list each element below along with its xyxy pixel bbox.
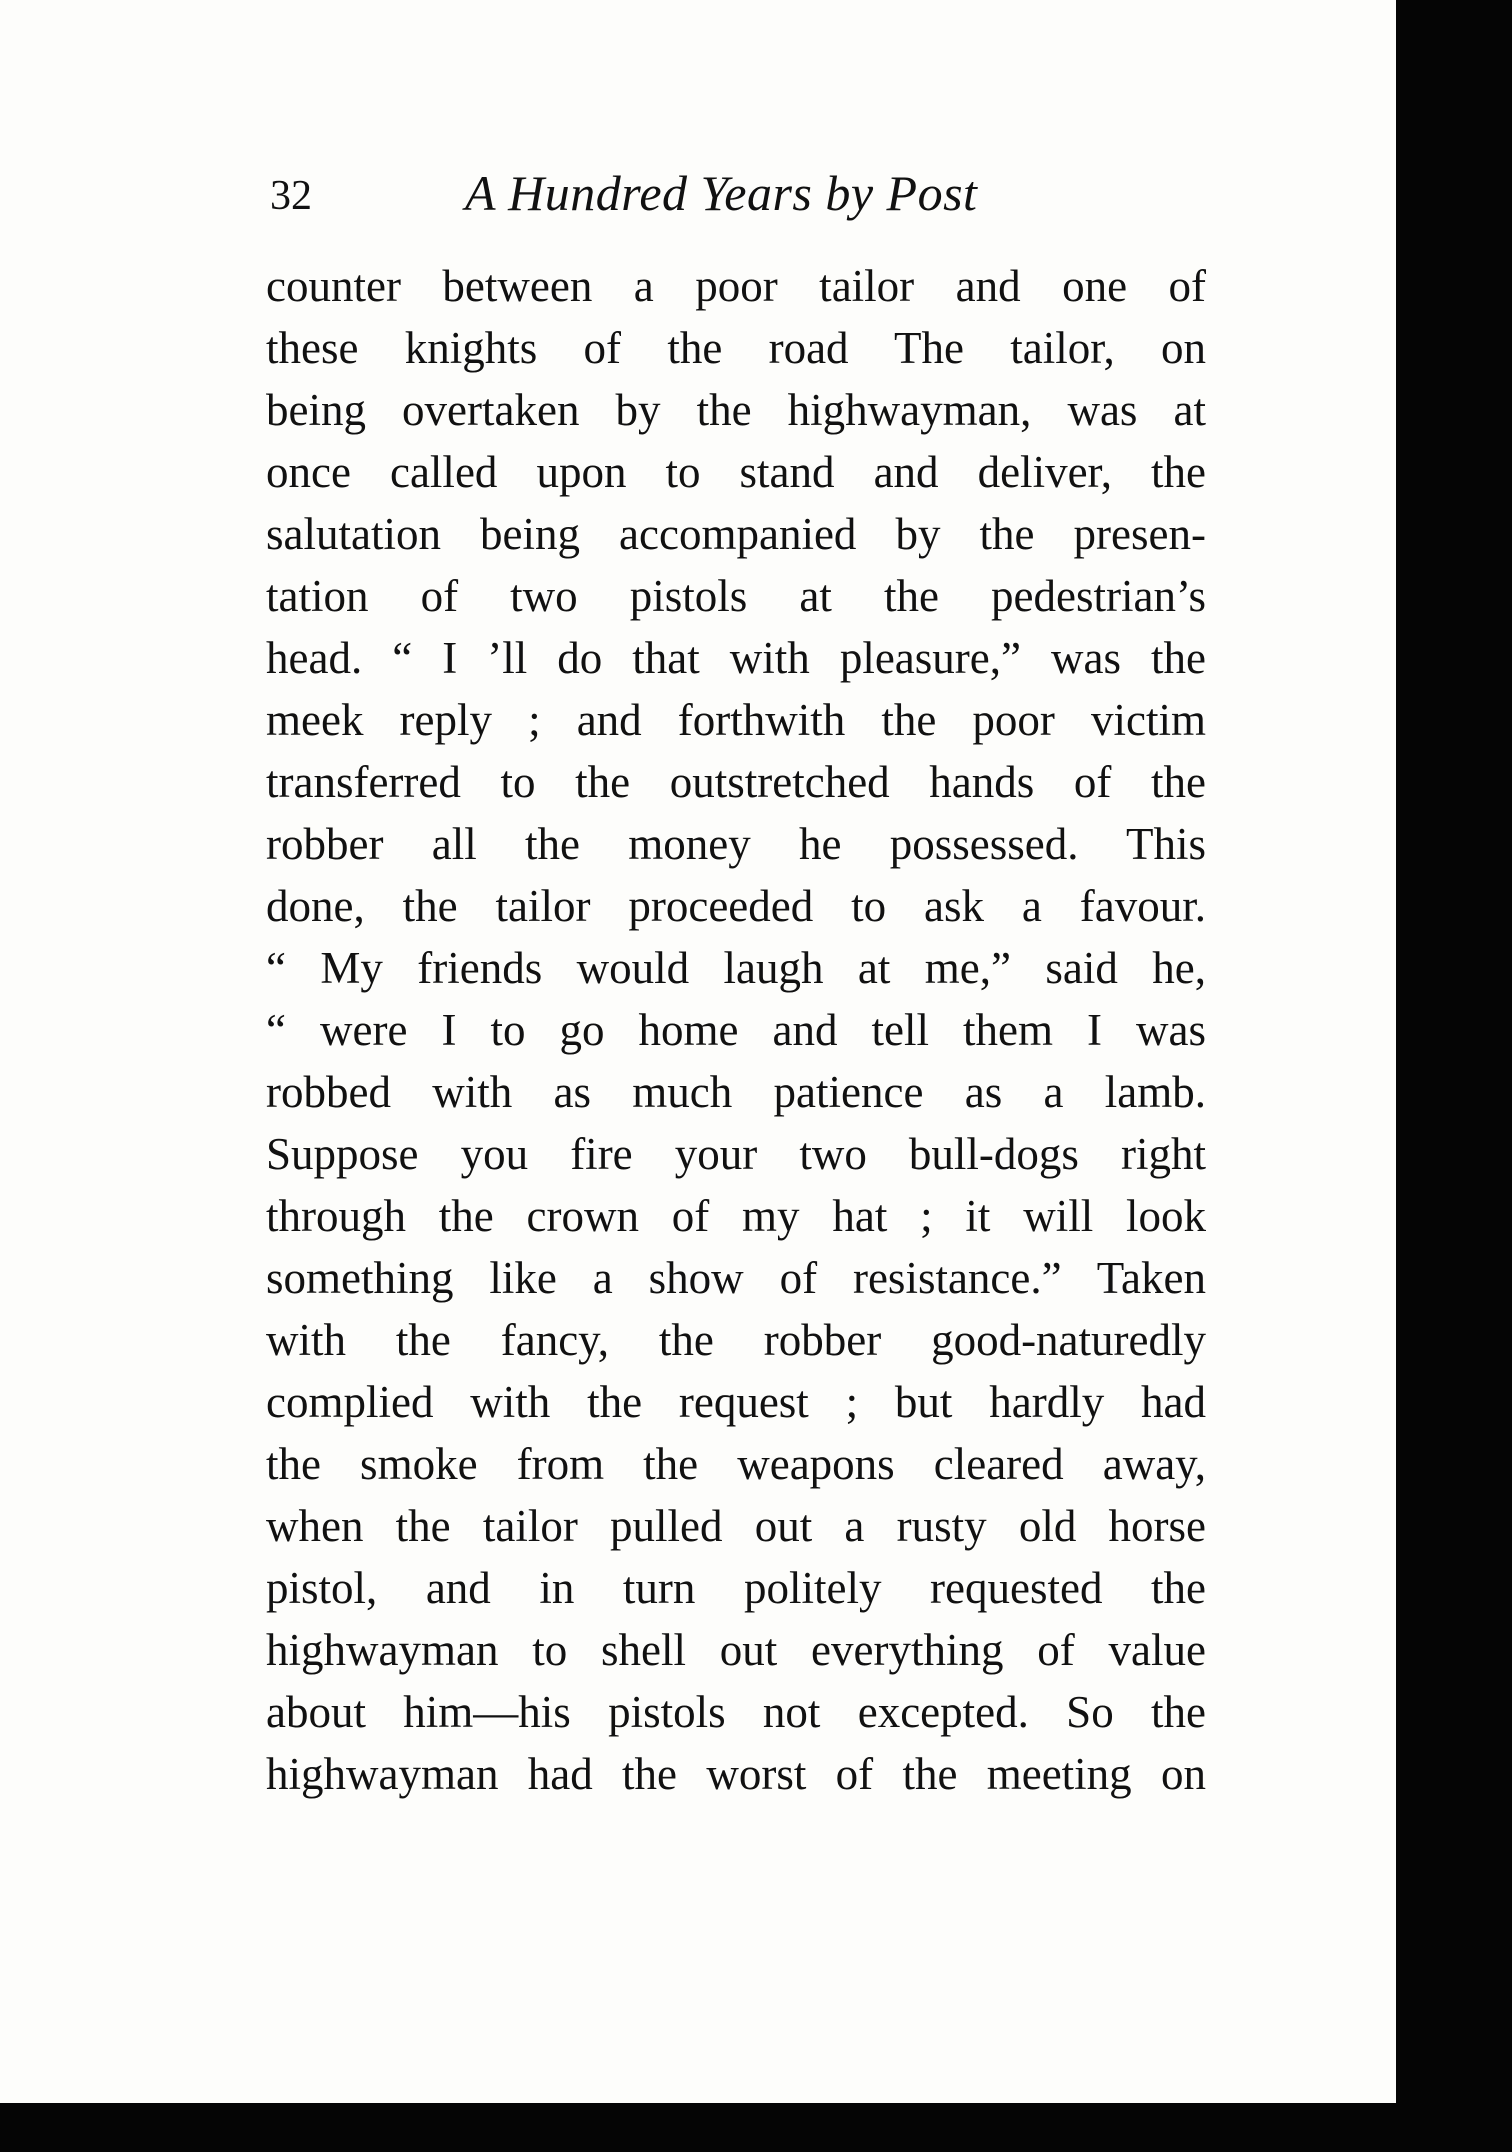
- text-line: done, the tailor proceeded to ask a favour.: [266, 881, 1206, 931]
- text-line: robber all the money he possessed. This: [266, 819, 1206, 869]
- text-line: counter between a poor tailor and one of: [266, 261, 1206, 311]
- running-title: A Hundred Years by Post: [465, 165, 978, 221]
- text-line: highwayman to shell out everything of value: [266, 1625, 1206, 1675]
- text-line: salutation being accompanied by the presen-: [266, 509, 1206, 559]
- text-line: through the crown of my hat ; it will look: [266, 1191, 1206, 1241]
- text-line: tation of two pistols at the pedestrian’s: [266, 571, 1206, 621]
- text-line: head. “ I ’ll do that with pleasure,” was the: [266, 633, 1206, 683]
- text-line: complied with the request ; but hardly had: [266, 1377, 1206, 1427]
- text-line: being overtaken by the highwayman, was at: [266, 385, 1206, 435]
- text-line: the smoke from the weapons cleared away,: [266, 1439, 1206, 1489]
- scan-edge-bottom: [0, 2103, 1512, 2152]
- text-line: something like a show of resistance.” Taken: [266, 1253, 1206, 1303]
- text-line: about him—his pistols not excepted. So the: [266, 1687, 1206, 1737]
- text-line: once called upon to stand and deliver, the: [266, 447, 1206, 497]
- text-line: highwayman had the worst of the meeting on: [266, 1749, 1206, 1799]
- text-line: when the tailor pulled out a rusty old horse: [266, 1501, 1206, 1551]
- page-header: [270, 164, 1170, 234]
- page-number: 32: [270, 173, 312, 219]
- text-line: with the fancy, the robber good-naturedly: [266, 1315, 1206, 1365]
- scan-edge-right: [1396, 0, 1512, 2152]
- text-line: pistol, and in turn politely requested the: [266, 1563, 1206, 1613]
- text-line: “ My friends would laugh at me,” said he,: [266, 943, 1206, 993]
- text-line: these knights of the road The tailor, on: [266, 323, 1206, 373]
- text-line: transferred to the outstretched hands of the: [266, 757, 1206, 807]
- text-line: “ were I to go home and tell them I was: [266, 1005, 1206, 1055]
- text-line: meek reply ; and forthwith the poor victim: [266, 695, 1206, 745]
- text-line: robbed with as much patience as a lamb.: [266, 1067, 1206, 1117]
- body-text: [266, 255, 1206, 1805]
- text-line: Suppose you fire your two bull-dogs right: [266, 1129, 1206, 1179]
